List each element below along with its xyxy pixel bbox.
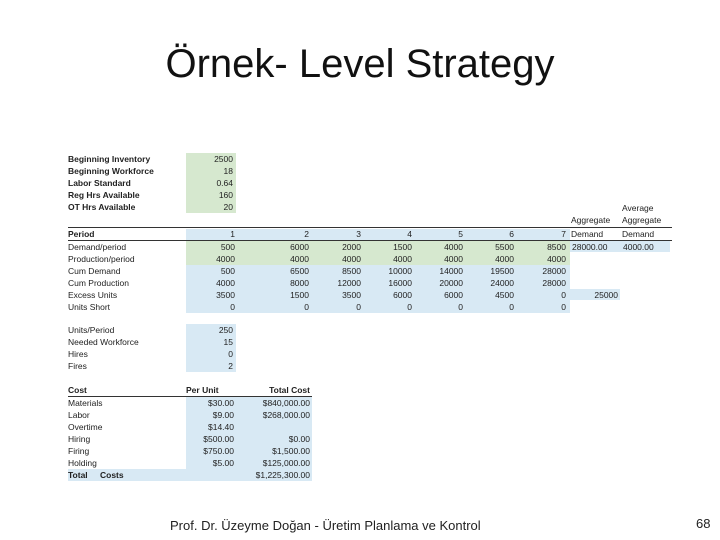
table-cell: 24000: [490, 278, 514, 288]
table-cell: 1500: [393, 242, 412, 252]
total-cost-value: $1,500.00: [272, 446, 310, 456]
period-cell: 2: [304, 229, 309, 239]
total-cost-value: $0.00: [288, 434, 310, 444]
table-cell: 4000: [216, 254, 235, 264]
table-cell: 8000: [290, 278, 309, 288]
table-cell: 4000: [393, 254, 412, 264]
row-label: Excess Units: [68, 290, 118, 300]
total-cost-header: Total Cost: [269, 385, 310, 395]
table-cell: 4000: [495, 254, 514, 264]
table-cell: 12000: [337, 278, 361, 288]
table-cell: 4000: [444, 242, 463, 252]
table-cell: 4000: [216, 278, 235, 288]
param-value: 18: [223, 166, 233, 176]
workforce-label: Fires: [68, 361, 87, 371]
cost-label: Overtime: [68, 422, 103, 432]
table-cell: 0: [356, 302, 361, 312]
table-cell: 0: [561, 290, 566, 300]
param-value: 20: [223, 202, 233, 212]
param-label: OT Hrs Available: [68, 202, 136, 212]
period-cell: 5: [458, 229, 463, 239]
header-average: Average: [622, 203, 654, 213]
cost-header: Cost: [68, 385, 87, 395]
table-cell: 6500: [290, 266, 309, 276]
table-cell: 4000: [290, 254, 309, 264]
table-cell: 0: [304, 302, 309, 312]
row-label: Demand/period: [68, 242, 127, 252]
param-label: Labor Standard: [68, 178, 131, 188]
header-demand: Demand: [622, 229, 655, 239]
table-cell: 28000: [542, 266, 566, 276]
table-cell: 0: [509, 302, 514, 312]
cost-label: Hiring: [68, 434, 91, 444]
period-cell: 6: [509, 229, 514, 239]
period-cell: 3: [356, 229, 361, 239]
table-cell: 10000: [388, 266, 412, 276]
row-label: Production/period: [68, 254, 135, 264]
header-aggregate: Aggregate: [571, 215, 611, 225]
excess-total-value: 25000: [594, 290, 618, 300]
param-label: Beginning Workforce: [68, 166, 154, 176]
workforce-label: Units/Period: [68, 325, 115, 335]
table-cell: 8500: [342, 266, 361, 276]
table-cell: 0: [458, 302, 463, 312]
table-cell: 16000: [388, 278, 412, 288]
average-demand-value: 4000.00: [623, 242, 654, 252]
row-label: Cum Production: [68, 278, 129, 288]
aggregate-demand-value: 28000.00: [572, 242, 608, 252]
table-cell: 500: [220, 242, 235, 252]
per-unit-value: $14.40: [208, 422, 234, 432]
table-cell: 4000: [547, 254, 566, 264]
table-cell: 6000: [393, 290, 412, 300]
table-cell: 6000: [444, 290, 463, 300]
per-unit-value: $750.00: [203, 446, 234, 456]
cost-rule: [68, 396, 312, 397]
workforce-value: 2: [228, 361, 233, 371]
table-cell: 0: [407, 302, 412, 312]
workforce-label: Needed Workforce: [68, 337, 139, 347]
row-label: Units Short: [68, 302, 111, 312]
table-cell: 28000: [542, 278, 566, 288]
table-cell: 0: [230, 302, 235, 312]
cost-label: Labor: [68, 410, 90, 420]
table-cell: 2000: [342, 242, 361, 252]
table-cell: 8500: [547, 242, 566, 252]
cost-label: Holding: [68, 458, 97, 468]
period-rule-bottom: [68, 240, 672, 241]
per-unit-value: $5.00: [212, 458, 234, 468]
header-aggregate: Aggregate: [622, 215, 662, 225]
table-cell: 3500: [216, 290, 235, 300]
table-cell: 19500: [490, 266, 514, 276]
table-cell: 500: [220, 266, 235, 276]
cost-label: Firing: [68, 446, 90, 456]
period-rule-top: [68, 227, 672, 228]
param-label: Reg Hrs Available: [68, 190, 140, 200]
param-label: Beginning Inventory: [68, 154, 151, 164]
page-number: 68: [696, 516, 711, 531]
total-cost-value: $268,000.00: [262, 410, 310, 420]
workforce-value: 250: [218, 325, 233, 335]
table-cell: 4000: [342, 254, 361, 264]
total-cost-value: $840,000.00: [262, 398, 310, 408]
workforce-label: Hires: [68, 349, 88, 359]
costs-label: Costs: [100, 470, 124, 480]
table-cell: 1500: [290, 290, 309, 300]
workforce-value: 0: [228, 349, 233, 359]
cost-label: Materials: [68, 398, 103, 408]
param-value: 2500: [214, 154, 233, 164]
table-cell: 4500: [495, 290, 514, 300]
period-label: Period: [68, 229, 95, 239]
period-cell: 7: [561, 229, 566, 239]
per-unit-value: $9.00: [212, 410, 234, 420]
total-cost-sum: $1,225,300.00: [255, 470, 310, 480]
footer-text: Prof. Dr. Üzeyme Doğan - Üretim Planlama ve Kontrol: [170, 518, 481, 533]
table-cell: 14000: [439, 266, 463, 276]
table-cell: 6000: [290, 242, 309, 252]
table-cell: 0: [561, 302, 566, 312]
slide-title: Örnek- Level Strategy: [165, 42, 555, 86]
period-cell: 1: [230, 229, 235, 239]
total-label: Total: [68, 470, 88, 480]
per-unit-value: $500.00: [203, 434, 234, 444]
row-label: Cum Demand: [68, 266, 121, 276]
total-cost-value: $125,000.00: [262, 458, 310, 468]
table-cell: 3500: [342, 290, 361, 300]
workforce-value: 15: [223, 337, 233, 347]
per-unit-value: $30.00: [208, 398, 234, 408]
per-unit-header: Per Unit: [186, 385, 219, 395]
period-cell: 4: [407, 229, 412, 239]
table-cell: 20000: [439, 278, 463, 288]
table-cell: 4000: [444, 254, 463, 264]
param-value: 160: [218, 190, 233, 200]
table-cell: 5500: [495, 242, 514, 252]
header-demand: Demand: [571, 229, 604, 239]
param-value: 0.64: [216, 178, 233, 188]
